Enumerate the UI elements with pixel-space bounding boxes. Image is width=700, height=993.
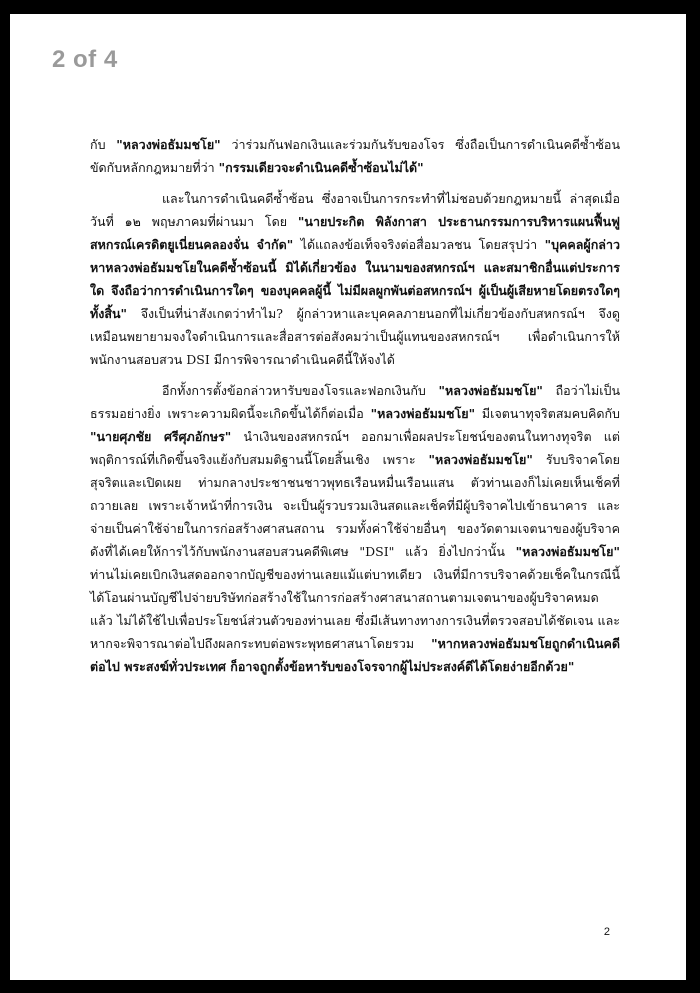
document-body — [90, 133, 620, 686]
bold-text-run: "หากหลวงพ่อธัมมชโยถูกดำเนินคดีต่อไป พระสงฆ์ทั่วประเทศ ก็อาจถูกตั้งข้อหารับของโจรจากผู้ไม่ประสงค์ดีได้โดยง่ายอีกด้วย" — [90, 636, 620, 674]
text-run: อีกทั้งการตั้งข้อกล่าวหารับของโจรและฟอกเงินกับ — [162, 383, 439, 398]
bold-text-run: "หลวงพ่อธัมมชโย" — [428, 452, 533, 467]
bold-text-run: "หลวงพ่อธัมมชโย" — [515, 544, 620, 559]
page-indicator: 2 of 4 — [52, 46, 118, 73]
text-run: ได้แถลงข้อเท็จจริงต่อสื่อมวลชน โดยสรุปว่า — [293, 237, 545, 252]
text-run: ว่าร่วมกันฟอกเงินและร่วมกันรับของโจร ซึ่งถือเป็นการดำเนินคดีซ้ำซ้อน ขัดกับหลักกฎหมายที่ว่า — [90, 137, 620, 175]
bold-text-run: "นายศุภชัย ศรีศุภอักษร" — [90, 429, 232, 444]
text-run: และในการดำเนินคดีซ้ำซ้อน ซึ่งอาจเป็นการกระทำที่ไม่ชอบด้วยกฎหมายนี้ ล่าสุดเมื่อวันที่ ๑๒ พฤษภาคมที่ผ่านมา โดย — [90, 191, 620, 229]
text-run: นำเงินของสหกรณ์ฯ ออกมาเพื่อผลประโยชน์ของตนในทางทุจริต แต่พฤติการณ์ที่เกิดขึ้นจริงแย้งกับสมมติฐานนี้โดยสิ้นเชิง เพราะ — [90, 429, 620, 467]
bold-text-run: "หลวงพ่อธัมมชโย" — [370, 406, 476, 421]
bold-text-run: "กรรมเดียวจะดำเนินคดีซ้ำซ้อนไม่ได้" — [218, 160, 424, 175]
text-run: รับบริจาคโดยสุจริตและเปิดเผย ท่ามกลางประชาชนชาวพุทธเรือนหมื่นเรือนแสน ตัวท่านเองก็ไม่เคยเห็นเช็คที่ถวายเลย เพราะเจ้าหน้าที่การเงิน จะเป็นผู้รวบรวมเงินสดและเช็คที่มีผู้บริจาคไปเข้าธนาคาร และจ่ายเป็นค่าใช้จ่ายในการก่อสร้างศาสนสถาน รวมทั้งค่าใช้จ่ายอื่นๆ ของวัดตามเจตนาของผู้บริจาค ดังที่ได้เคยให้การไว้กับพนักงานสอบสวนคดีพิเศษ "DSI" แล้ว ยิ่งไปกว่านั้น — [90, 452, 620, 559]
document-page — [10, 14, 686, 980]
text-run: ถือว่าไม่เป็นธรรมอย่างยิ่ง เพราะความผิดนี้จะเกิดขึ้นได้ก็ต่อเมื่อ — [90, 383, 620, 421]
text-run: มีเจตนาทุจริตสมคบคิดกับ — [475, 406, 620, 421]
paragraph-3 — [90, 379, 620, 678]
text-run: จึงเป็นที่น่าสังเกตว่าทำไม? ผู้กล่าวหาและบุคคลภายนอกที่ไม่เกี่ยวข้องกับสหกรณ์ฯ จึงดูเหมือนพยายามจงใจดำเนินการและสื่อสารต่อสังคมว่าเป็นผู้แทนของสหกรณ์ฯ เพื่อดำเนินการให้พนักงานสอบสวน DSI มีการพิจารณาดำเนินคดีนี้ให้จงได้ — [90, 306, 620, 367]
bold-text-run: "หลวงพ่อธัมมชโย" — [438, 383, 543, 398]
text-run: กับ — [90, 137, 117, 152]
bold-text-run: "หลวงพ่อธัมมชโย" — [116, 137, 221, 152]
page-number: 2 — [603, 926, 610, 938]
paragraph-1 — [90, 133, 620, 179]
bold-text-run: "บุคคลผู้กล่าวหาหลวงพ่อธัมมชโยในคดีซ้ำซ้อนนี้ มิได้เกี่ยวข้อง ในนามของสหกรณ์ฯ และสมาชิกอื่นแต่ประการใด จึงถือว่าการดำเนินการใดๆ ของบุคคลผู้นี้ ไม่มีผลผูกพันต่อสหกรณ์ฯ ผู้เป็นผู้เสียหายโดยตรงใดๆ ทั้งสิ้น" — [90, 237, 620, 321]
paragraph-2 — [90, 187, 620, 371]
text-run: ท่านไม่เคยเบิกเงินสดออกจากบัญชีของท่านเลยแม้แต่บาทเดียว เงินที่มีการบริจาคด้วยเช็คในกรณีนี้ ได้โอนผ่านบัญชีไปจ่ายบริษัทก่อสร้างใช้ในการก่อสร้างศาสนาสถานตามเจตนาของผู้บริจาคหมดแล้ว ไม่ได้ใช้ไปเพื่อประโยชน์ส่วนตัวของท่านเลย ซึ่งมีเส้นทางทางการเงินที่ตรวจสอบได้ชัดเจน และหากจะพิจารณาต่อไปถึงผลกระทบต่อพระพุทธศาสนาโดยรวม — [90, 567, 620, 651]
bold-text-run: "นายประกิต พิลังกาสา ประธานกรรมการบริหารแผนฟื้นฟูสหกรณ์เครดิตยูเนี่ยนคลองจั่น จำกัด" — [90, 214, 620, 252]
